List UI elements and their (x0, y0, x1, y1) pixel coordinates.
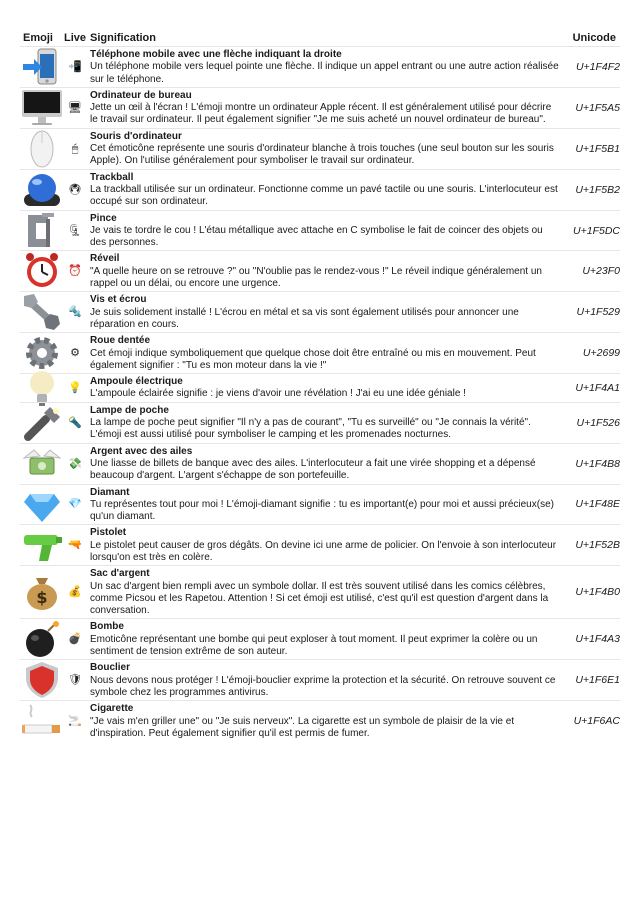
emoji-title: Sac d'argent (90, 568, 150, 580)
money-bag-icon (20, 572, 64, 612)
signification-cell (90, 292, 560, 332)
unicode-code: U+1F4A3 (575, 633, 620, 646)
table-header (20, 30, 620, 46)
signification-cell (90, 374, 560, 402)
desktop-computer-icon (20, 88, 64, 128)
signification-cell (90, 660, 560, 700)
table-row (20, 659, 620, 700)
emoji-description: Un téléphone mobile vers lequel pointe une flèche. Il indique un appel entrant ou une autre action réalisée sur le téléphone. (90, 61, 559, 85)
signification-cell (90, 88, 560, 128)
unicode-code: U+1F5B1 (575, 142, 620, 155)
signification-cell (90, 129, 560, 169)
unicode-code: U+1F6E1 (575, 674, 620, 687)
live-emoji: 💡 (68, 380, 82, 394)
emoji-description: Cet émoticône représente une souris d'ordinateur blanche à trois touches (une seul bouton sur les souris Apple). On l'utilise généralement pour symboliser le travail sur ordinateur. (90, 143, 554, 167)
unicode-code: U+1F5B2 (575, 183, 620, 196)
emoji-description: Cet émoji indique symboliquement que quelque chose doit être entraîné ou mis en mouvement. Peut également signifier : "Tu es mon moteur dans la vie !" (90, 347, 536, 371)
emoji-description: L'ampoule éclairée signifie : je viens d'avoir une révélation ! J'ai eu une idée géniale ! (90, 388, 466, 400)
unicode-code: U+1F4B0 (575, 586, 620, 599)
signification-cell (90, 170, 560, 210)
table-row (20, 700, 620, 741)
table-row (20, 210, 620, 251)
table-row (20, 46, 620, 87)
header-emoji: Emoji (23, 32, 53, 44)
live-emoji: ⏰ (68, 264, 82, 278)
live-emoji: 📲 (68, 59, 82, 73)
emoji-title: Lampe de poche (90, 404, 169, 416)
table-row (20, 443, 620, 484)
emoji-table (20, 30, 620, 741)
emoji-description: Le pistolet peut causer de gros dégâts. On devine ici une arme de policier. On l'envoie à son interlocuteur lorsqu'on est très en colère. (90, 539, 557, 563)
signification-cell (90, 333, 560, 373)
emoji-title: Bouclier (90, 662, 131, 674)
table-row (20, 87, 620, 128)
unicode-code: U+1F4A1 (575, 381, 620, 394)
emoji-description: Jette un œil à l'écran ! L'émoji montre un ordinateur Apple récent. Il est généralement utilisé pour décrire le travail sur ordinateur. Il peut également signifier "Je me suis acheté un nouvel ordinateur de bureau". (90, 102, 552, 126)
table-row (20, 169, 620, 210)
signification-cell (90, 47, 560, 87)
svg-text:$: $ (36, 588, 48, 608)
live-emoji: ⚙ (70, 346, 80, 360)
cigarette-icon (20, 701, 64, 741)
emoji-description: "Je vais m'en griller une" ou "Je suis nerveux". La cigarette est un symbole de plaisir de la vie et d'inspiration. Peut également signifier qu'il est permis de fumer. (90, 715, 515, 739)
header-signification: Signification (90, 32, 156, 44)
emoji-description: Je vais te tordre le cou ! L'étau métallique avec attache en C symbolise le fait de coincer des objets ou des personnes. (90, 224, 543, 249)
money-with-wings-icon (20, 444, 64, 484)
table-row (20, 291, 620, 332)
live-emoji: 🖲 (68, 182, 82, 196)
unicode-code: U+1F48E (575, 498, 620, 511)
header-unicode: Unicode (572, 32, 616, 44)
nut-and-bolt-icon (20, 292, 64, 332)
trackball-icon (20, 170, 64, 210)
unicode-code: U+1F5A5 (575, 101, 620, 114)
emoji-title: Téléphone mobile avec une flèche indiquant la droite (90, 49, 342, 60)
emoji-title: Pince (90, 212, 117, 224)
computer-mouse-icon (20, 129, 64, 169)
live-emoji: 🚬 (68, 714, 82, 728)
emoji-title: Réveil (90, 253, 120, 265)
unicode-code: U+1F529 (576, 306, 620, 319)
unicode-code: U+2699 (582, 347, 620, 360)
emoji-title: Pistolet (90, 527, 127, 539)
live-emoji: 🔫 (68, 538, 82, 552)
emoji-description: La trackball utilisée sur un ordinateur. Fonctionne comme un pavé tactile ou une souris. L'interlocuteur est occupé sur son ordinateur. (90, 183, 558, 208)
emoji-description: Emoticône représentant une bombe qui peut exploser à tout moment. Il peut exprimer la colère ou un sentiment de tension extrême de son auteur. (90, 633, 538, 658)
emoji-title: Ordinateur de bureau (90, 89, 192, 101)
live-emoji: 💰 (68, 585, 82, 599)
live-emoji: 🖱 (71, 141, 79, 155)
table-row (20, 618, 620, 659)
water-pistol-icon (20, 525, 64, 565)
table-row (20, 128, 620, 169)
live-emoji: 🗜 (68, 223, 82, 237)
live-emoji: 💎 (68, 497, 82, 511)
table-row (20, 565, 620, 618)
unicode-code: U+23F0 (582, 265, 620, 278)
signification-cell (90, 251, 560, 291)
live-emoji: 🖥 (68, 100, 82, 114)
gem-stone-icon (20, 484, 64, 524)
signification-cell (90, 701, 560, 741)
live-emoji: 🔦 (68, 415, 82, 429)
live-emoji: 💸 (68, 456, 82, 470)
table-body (20, 46, 620, 741)
table-row (20, 373, 620, 402)
emoji-description: Tu représentes tout pour moi ! L'émoji-diamant signifie : tu es important(e) pour moi et aussi précieux(se) qu'un diamant. (90, 498, 554, 523)
unicode-code: U+1F4F2 (575, 60, 620, 73)
emoji-description: Nous devons nous protéger ! L'émoji-bouclier exprime la protection et la sécurité. On retrouve souvent ce symbole chez les programmes antivirus. (90, 674, 556, 698)
emoji-title: Argent avec des ailes (90, 445, 193, 457)
unicode-code: U+1F526 (576, 416, 620, 429)
emoji-description: La lampe de poche peut signifier "Il n'y a pas de courant", "Tu es surveillé" ou "Je connais la vérité". L'émoji est aussi utilisé pour symboliser le camping et les promenades nocturnes. (90, 417, 531, 441)
emoji-description: Un sac d'argent bien rempli avec un symbole dollar. Il est très souvent utilisé dans les comics célèbres, comme Picsou et les Rapetou. Attention ! Si cet émoji est utilisé, c'est qu'il est question d'argent dans la conversation. (90, 580, 549, 617)
signification-cell (90, 444, 560, 484)
emoji-description: Une liasse de billets de banque avec des ailes. L'interlocuteur a fait une virée shopping et a dépensé beaucoup d'argent. L'argent s'échappe de son portefeuille. (90, 457, 536, 482)
unicode-code: U+1F5DC (573, 224, 620, 237)
emoji-title: Trackball (90, 171, 134, 183)
table-row (20, 484, 620, 525)
signification-cell (90, 211, 560, 251)
emoji-title: Diamant (90, 486, 130, 498)
table-row (20, 332, 620, 373)
bomb-icon (20, 619, 64, 659)
table-row (20, 250, 620, 291)
signification-cell (90, 485, 560, 525)
unicode-code: U+1F52B (575, 539, 620, 552)
signification-cell (90, 403, 560, 443)
header-live: Live (64, 32, 87, 44)
emoji-description: "A quelle heure on se retrouve ?" ou "N'oublie pas le rendez-vous !" Le réveil indique généralement un rappel ou un délai, ou encore une urgence. (90, 265, 542, 290)
emoji-title: Souris d'ordinateur (90, 130, 182, 142)
unicode-code: U+1F4B8 (575, 457, 620, 470)
emoji-title: Cigarette (90, 703, 134, 715)
clamp-icon (20, 211, 64, 251)
shield-icon (20, 660, 64, 700)
signification-cell (90, 525, 560, 565)
table-row (20, 524, 620, 565)
signification-cell (90, 566, 560, 618)
alarm-clock-icon (20, 251, 64, 291)
live-emoji: 💣 (68, 632, 82, 646)
mobile-phone-arrow-icon (20, 47, 64, 87)
emoji-title: Vis et écrou (90, 294, 147, 306)
table-row (20, 402, 620, 443)
unicode-code: U+1F6AC (573, 715, 620, 728)
live-emoji: 🔩 (68, 305, 82, 319)
emoji-description: Je suis solidement installé ! L'écrou en métal et sa vis sont également utilisés pour annoncer une réparation en cours. (90, 306, 519, 330)
flashlight-icon (20, 403, 64, 443)
emoji-title: Roue dentée (90, 335, 151, 347)
signification-cell (90, 619, 560, 659)
emoji-title: Ampoule électrique (90, 376, 183, 388)
live-emoji: 🛡 (68, 673, 82, 687)
emoji-title: Bombe (90, 621, 124, 633)
